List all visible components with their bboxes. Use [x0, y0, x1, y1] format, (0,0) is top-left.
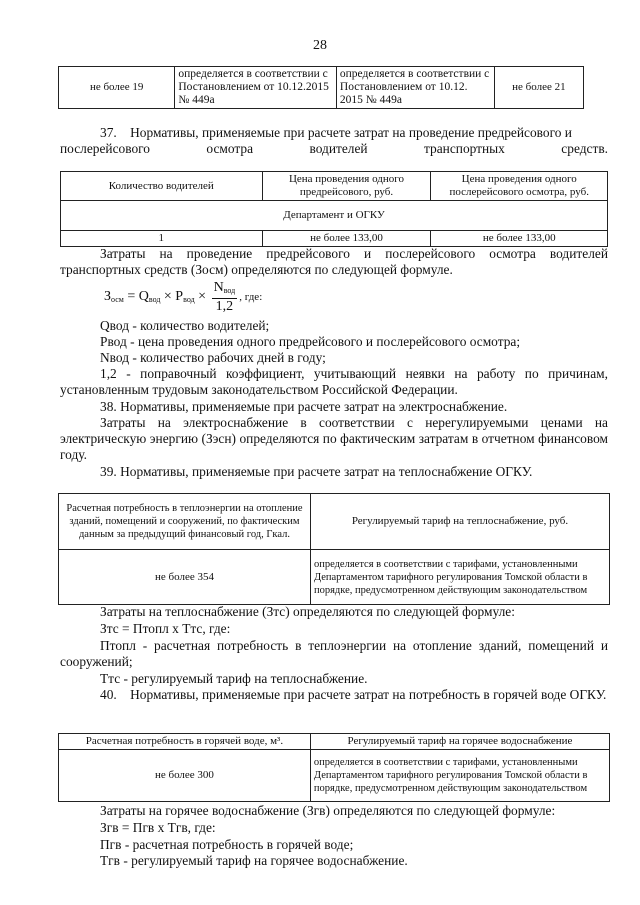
s37-cell-pre-price: не более 133,00 [262, 231, 431, 247]
page-number: 28 [313, 38, 327, 53]
s39-def-p: Птопл - расчетная потребность в теплоэнергии на отопление зданий, помещений и сооружений; [60, 638, 608, 670]
top-table-cell: не более 21 [494, 67, 583, 109]
s39-heading: 39. Нормативы, применяемые при расчете затрат на теплоснабжение ОГКУ. [100, 464, 533, 479]
s39-cell-tariff: определяется в соответствии с тарифами, установленными Департаментом тарифного регулирования Томской области в порядке, предусмотренном действующим законодательством [310, 550, 609, 605]
s40-formula: Згв = Пгв х Тгв, где: [100, 820, 216, 835]
s37-heading-line2: послерейсового осмотра водителей транспортных средств. [60, 141, 608, 156]
s39-header-tariff: Регулируемый тариф на теплоснабжение, руб. [310, 494, 609, 550]
s40-intro: Затраты на горячее водоснабжение (Згв) определяются по следующей формуле: [100, 803, 556, 818]
s38-text: Затраты на электроснабжение в соответствии с нерегулируемыми ценами на электрическую энергию (Зэсн) определяются по фактическим затратам в отчетном финансовом году. [60, 415, 608, 463]
s40-def-t: Тгв - регулируемый тариф на горячее водоснабжение. [100, 853, 408, 868]
s37-cell-drivers: 1 [61, 231, 263, 247]
s37-header-pre-price: Цена проведения одного предрейсового, руб. [262, 172, 431, 201]
s39-table [58, 493, 610, 605]
top-table-cell: не более 19 [59, 67, 175, 109]
s38-heading: 38. Нормативы, применяемые при расчете затрат на электроснабжение. [100, 399, 508, 414]
s39-header-need: Расчетная потребность в теплоэнергии на отопление зданий, помещений и сооружений, по фактическим данным за предыдущий финансовый год, Гкал. [59, 494, 311, 550]
s40-cell-tariff: определяется в соответствии с тарифами, установленными Департаментом тарифного регулирования Томской области в порядке, предусмотренном действующим законодательством [310, 750, 609, 802]
top-table-cell: определяется в соответствии с Постановлением от 10.12. 2015 № 449а [336, 67, 494, 109]
s40-heading: 40. Нормативы, применяемые при расчете затрат на потребность в горячей воде ОГКУ. [100, 687, 607, 702]
s37-def-q: Qвод - количество водителей; [100, 318, 270, 333]
s37-formula: $З_{осм} = Q_{вод} \times P_{вод}$ × $\frac{N_{вод}}{1,2}$ , где: [104, 280, 263, 314]
s40-def-p: Пгв - расчетная потребность в горячей воде; [100, 837, 354, 852]
s40-header-tariff: Регулируемый тариф на горячее водоснабжение [310, 734, 609, 750]
s37-def-k: 1,2 - поправочный коэффициент, учитывающий неявки на работу по причинам, установленным трудовым законодательством Российской Федерации. [60, 366, 608, 398]
s39-formula: Зтс = Птопл х Ттс, где: [100, 621, 231, 636]
s39-intro: Затраты на теплоснабжение (Зтс) определяются по следующей формуле: [100, 604, 515, 619]
s37-intro: Затраты на проведение предрейсового и послерейсового осмотра водителей транспортных средств (Зосм) определяются по следующей формуле. [60, 246, 608, 278]
top-table [58, 66, 584, 109]
s37-def-p: Pвод - цена проведения одного предрейсового и послерейсового осмотра; [100, 334, 521, 349]
top-table-cell: определяется в соответствии с Постановлением от 10.12.2015 № 449а [175, 67, 337, 109]
s40-table [58, 733, 610, 802]
formula-fraction: $\frac{N_{вод}}{1,2}$ [213, 280, 236, 314]
s39-cell-need: не более 354 [59, 550, 311, 605]
s40-header-need: Расчетная потребность в горячей воде, м³. [59, 734, 311, 750]
s40-cell-need: не более 300 [59, 750, 311, 802]
s39-def-t: Ттс - регулируемый тариф на теплоснабжение. [100, 671, 368, 686]
s37-table [60, 171, 608, 247]
s37-cell-post-price: не более 133,00 [431, 231, 608, 247]
s37-def-n: Nвод - количество рабочих дней в году; [100, 350, 326, 365]
s37-header-drivers: Количество водителей [61, 172, 263, 201]
s37-header-post-price: Цена проведения одного послерейсового осмотра, руб. [431, 172, 608, 201]
s37-department-row: Департамент и ОГКУ [61, 201, 608, 231]
s37-heading-line1: 37. Нормативы, применяемые при расчете затрат на проведение предрейсового и [100, 125, 572, 140]
